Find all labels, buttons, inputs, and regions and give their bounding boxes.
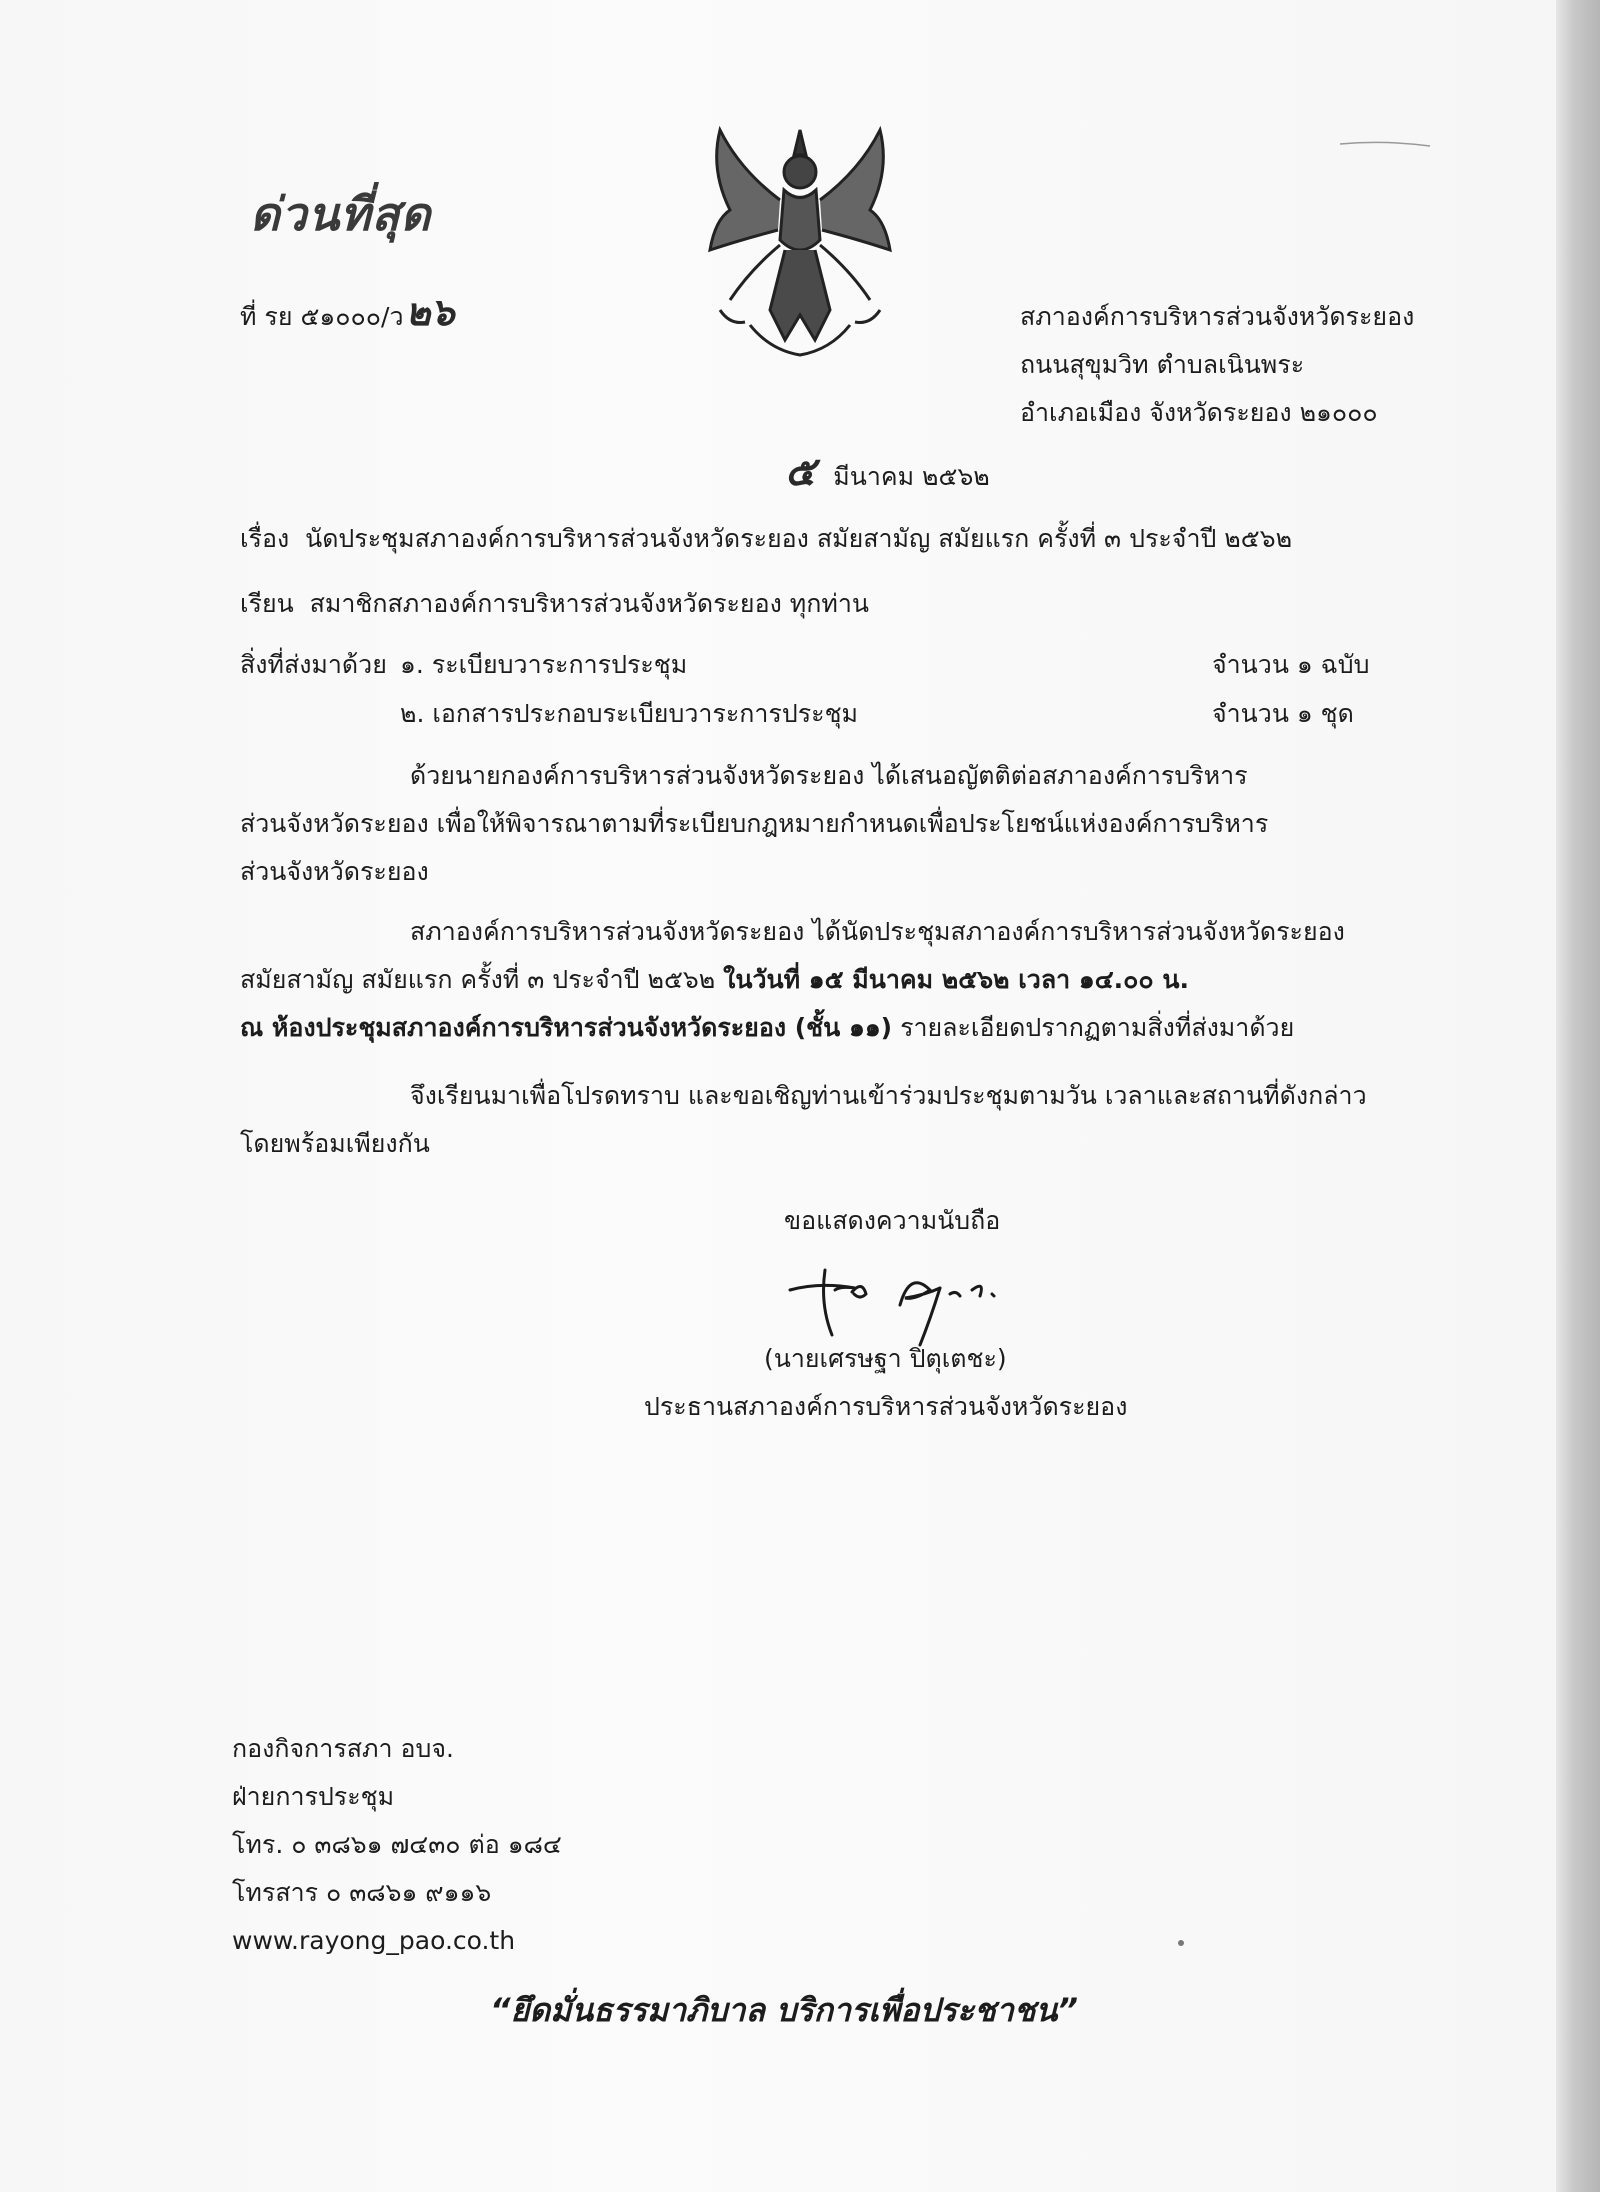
reference-handwritten: ๒๖: [405, 289, 455, 334]
body-paragraph-2: สภาองค์การบริหารส่วนจังหวัดระยอง ได้นัดประชุมสภาองค์การบริหารส่วนจังหวัดระยอง สมัยสามัญ สมัยแรก ครั้งที่ ๓ ประจำปี ๒๕๖๒ ในวันที่ ๑๕ มีนาคม ๒๕๖๒ เวลา ๑๔.๐๐ น. ณ ห้องประชุมสภาองค์การบริหารส่วนจังหวัดระยอง (ชั้น ๑๑) รายละเอียดปรากฏตามสิ่งที่ส่งมาด้วย: [240, 917, 1345, 1042]
sender-address-line1: สภาองค์การบริหารส่วนจังหวัดระยอง: [1020, 302, 1415, 331]
contact-phone: โทร. ๐ ๓๘๖๑ ๗๔๓๐ ต่อ ๑๘๔: [232, 1830, 562, 1859]
enclosure-item-1: ๑. ระเบียบวาระการประชุม: [400, 650, 688, 679]
letter-date: ๕ มีนาคม ๒๕๖๒: [785, 448, 990, 495]
scan-dust-mark: [1178, 1940, 1184, 1946]
enclosures-label: สิ่งที่ส่งมาด้วย: [240, 650, 387, 679]
motto: “ยึดมั่นธรรมาภิบาล บริการเพื่อประชาชน”: [489, 1991, 1079, 2029]
subject-text: นัดประชุมสภาองค์การบริหารส่วนจังหวัดระยอง สมัยสามัญ สมัยแรก ครั้งที่ ๓ ประจำปี ๒๕๖๒: [305, 524, 1293, 553]
signature: [780, 1260, 1040, 1350]
recipient-text: สมาชิกสภาองค์การบริหารส่วนจังหวัดระยอง ทุกท่าน: [309, 589, 869, 618]
sender-address-line3: อำเภอเมือง จังหวัดระยอง ๒๑๐๐๐: [1020, 398, 1378, 427]
urgency-stamp: ด่วนที่สุด: [250, 187, 432, 241]
sender-address-line2: ถนนสุขุมวิท ตำบลเนินพระ: [1020, 350, 1305, 379]
enclosure-item-2: ๒. เอกสารประกอบระเบียบวาระการประชุม: [400, 699, 859, 728]
scan-mark: [1340, 140, 1430, 148]
body-paragraph-3: จึงเรียนมาเพื่อโปรดทราบ และขอเชิญท่านเข้าร่วมประชุมตามวัน เวลาและสถานที่ดังกล่าว โดยพร้อมเพียงกัน: [240, 1081, 1367, 1158]
subject-line: เรื่อง นัดประชุมสภาองค์การบริหารส่วนจังหวัดระยอง สมัยสามัญ สมัยแรก ครั้งที่ ๓ ประจำปี ๒๕๖๒: [240, 524, 1293, 553]
recipient-line: เรียน สมาชิกสภาองค์การบริหารส่วนจังหวัดระยอง ทุกท่าน: [240, 589, 869, 618]
garuda-emblem-icon: [690, 110, 910, 360]
signer-title: ประธานสภาองค์การบริหารส่วนจังหวัดระยอง: [644, 1392, 1128, 1421]
contact-fax: โทรสาร ๐ ๓๘๖๑ ๙๑๑๖: [232, 1878, 492, 1907]
contact-website: www.rayong_pao.co.th: [232, 1926, 516, 1955]
date-day-handwritten: ๕: [785, 448, 816, 495]
reference-number: ที่ รย ๕๑๐๐๐/ว๒๖: [240, 289, 455, 334]
page-edge-shadow: [1556, 0, 1600, 2192]
enclosure-qty-2: จำนวน ๑ ชุด: [1212, 699, 1354, 728]
body-paragraph-1: ด้วยนายกองค์การบริหารส่วนจังหวัดระยอง ได้เสนอญัตติต่อสภาองค์การบริหาร ส่วนจังหวัดระยอง เพื่อให้พิจารณาตามที่ระเบียบกฎหมายกำหนดเพื่อประโยชน์แห่งองค์การบริหาร ส่วนจังหวัดระยอง: [240, 761, 1269, 886]
enclosure-qty-1: จำนวน ๑ ฉบับ: [1212, 650, 1370, 679]
signer-name: (นายเศรษฐา ปิตุเตชะ): [764, 1344, 1007, 1373]
contact-division: กองกิจการสภา อบจ.: [232, 1734, 454, 1763]
closing-salutation: ขอแสดงความนับถือ: [784, 1206, 1001, 1235]
contact-section: ฝ่ายการประชุม: [232, 1782, 395, 1811]
